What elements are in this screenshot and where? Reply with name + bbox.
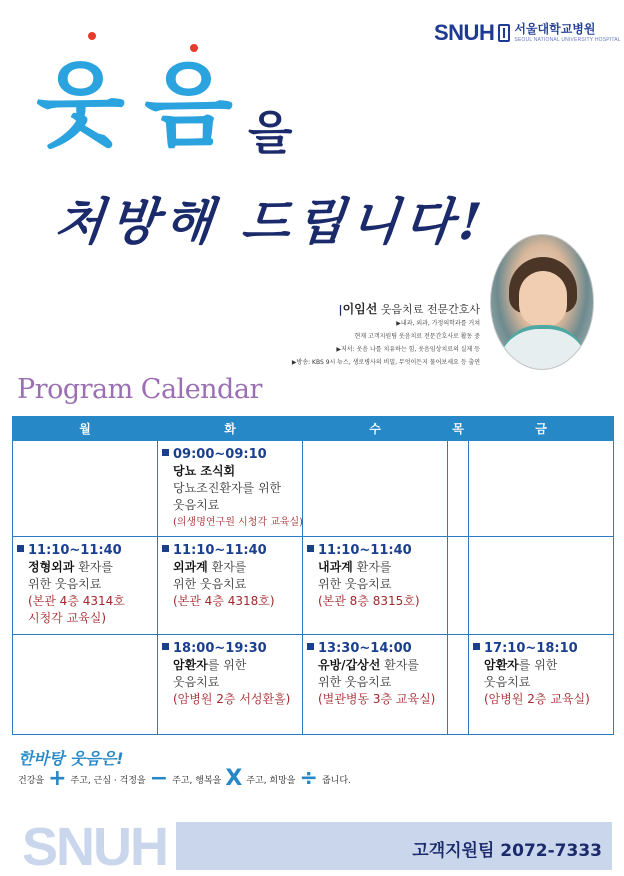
slot-location: (암병원 2층 서성환홀) (173, 692, 291, 706)
cell-empty (448, 537, 469, 635)
red-dot-icon (88, 32, 96, 40)
slot-desc: 위한 웃음치료 (173, 577, 247, 591)
divide-icon: ÷ (299, 766, 318, 791)
snuh-logo (434, 22, 621, 44)
logo-abbr: SNUH (434, 20, 495, 45)
slot-location: (본관 4층 4318호) (173, 594, 275, 608)
day-header-tue: 화 (158, 417, 303, 441)
slot-title: 정형외과 (28, 560, 75, 574)
slot-desc: 웃음치료 (173, 498, 220, 512)
logo-english: SEOUL NATIONAL UNIVERSITY HOSPITAL (514, 37, 621, 43)
multiply-icon: X (225, 766, 243, 791)
nurse-photo (490, 234, 594, 370)
profile-title: 웃음치료 전문간호사 (380, 303, 480, 316)
cell-wed-3: 13:30~14:00 유방/갑상선 환자를 위한 웃음치료 (별관병동 3층 교육실) (303, 635, 448, 735)
logo-korean: 서울대학교병원 (514, 22, 596, 36)
headline-smile (36, 50, 336, 180)
slot-desc: 웃음치료 (173, 675, 220, 689)
headline-particle: 을 (248, 106, 293, 160)
slot-title: 암환자 (484, 658, 519, 672)
program-calendar-title: Program Calendar (17, 374, 262, 405)
cell-empty (448, 441, 469, 537)
cell-fri-3: 17:10~18:10 암환자를 위한 웃음치료 (암병원 2층 교육실) (469, 635, 614, 735)
footer-team-contact: 고객지원팀 2072-7333 (412, 841, 602, 861)
cell-tue-1 (158, 441, 303, 537)
headline-char-2: 음 (144, 52, 233, 159)
slot-desc: 웃음치료 (484, 675, 531, 689)
laugh-title: 한바탕 웃음은! (18, 749, 124, 768)
table-row (13, 537, 614, 635)
slot-desc: 위한 웃음치료 (318, 577, 392, 591)
name-bar-icon: | (338, 303, 343, 316)
headline-char-1: 웃 (36, 52, 125, 159)
day-header-fri: 금 (469, 417, 614, 441)
cell-tue-2: 11:10~11:40 외과계 환자를 위한 웃음치료 (본관 4층 4318호) (158, 537, 303, 635)
slot-location: (암병원 2층 교육실) (484, 692, 590, 706)
cell-empty (303, 441, 448, 537)
logo-mark-icon (498, 24, 510, 42)
slot-title: 암환자 (173, 658, 208, 672)
square-bullet-icon (162, 449, 169, 456)
cell-empty (469, 441, 614, 537)
day-header-mon: 월 (13, 417, 158, 441)
slot-time: 11:10~11:40 (173, 543, 267, 558)
cell-mon-2: 11:10~11:40 정형외과 환자를 위한 웃음치료 (본관 4층 4314호 시청각 교육실) (13, 537, 158, 635)
square-bullet-icon (473, 643, 480, 650)
slot-title: 유방/갑상선 (318, 658, 381, 672)
minus-icon: − (149, 766, 169, 791)
profile-line-1: ▶내과, 외과, 가정의학과를 거쳐 (396, 320, 480, 327)
slot-location: (본관 4층 4314호 (28, 594, 125, 608)
footer-logo: SNUH (22, 817, 168, 876)
slot-time: 13:30~14:00 (318, 641, 412, 656)
slot-location: (의생명연구원 시청각 교육실) (173, 517, 304, 528)
slot-title: 외과계 (173, 560, 208, 574)
slot-title: 당뇨 조식회 (173, 464, 236, 478)
slot-time: 17:10~18:10 (484, 641, 578, 656)
square-bullet-icon (162, 545, 169, 552)
slot-desc: 위한 웃음치료 (318, 675, 392, 689)
cell-empty (469, 537, 614, 635)
profile-line-2: 현재 고객지원팀 웃음치료 전문간호사로 활동 중 (354, 333, 480, 340)
profile-name: 이임선 (342, 302, 378, 316)
square-bullet-icon (307, 643, 314, 650)
red-dot-icon (190, 44, 198, 52)
slot-location: 시청각 교육실) (28, 611, 107, 625)
program-calendar-table (12, 416, 614, 735)
day-header-wed: 수 (303, 417, 448, 441)
table-row (13, 635, 614, 735)
cell-tue-3: 18:00~19:30 암환자를 위한 웃음치료 (암병원 2층 서성환홀) (158, 635, 303, 735)
profile-line-3: ▶저서: 웃음 나를 치유하는 힘, 웃음임상치료의 실제 등 (336, 346, 480, 353)
plus-icon: + (48, 766, 67, 791)
headline-subtitle: 처방해 드립니다! (52, 192, 491, 251)
cell-wed-2: 11:10~11:40 내과계 환자를 위한 웃음치료 (본관 8층 8315호) (303, 537, 448, 635)
slot-time: 18:00~19:30 (173, 641, 267, 656)
laugh-message: 건강을 + 주고, 근심 · 걱정을 − 주고, 행복을 X 주고, 희망을 ÷ 줍니다. (18, 766, 351, 791)
cell-empty (13, 441, 158, 537)
slot-time: 09:00~09:10 (173, 447, 267, 462)
square-bullet-icon (307, 545, 314, 552)
day-header-thu: 목 (448, 417, 469, 441)
profile-line-4: ▶방송: KBS 9시 뉴스, 생로병사의 비밀, 무엇이든지 물어보세요 등 출연 (291, 359, 480, 366)
square-bullet-icon (162, 643, 169, 650)
slot-desc: 위한 웃음치료 (28, 577, 102, 591)
slot-time: 11:10~11:40 (318, 543, 412, 558)
slot-title: 내과계 (318, 560, 353, 574)
table-row (13, 441, 614, 537)
profile-block (250, 300, 480, 369)
slot-desc: 당뇨조진환자를 위한 (173, 481, 282, 495)
slot-time: 11:10~11:40 (28, 543, 122, 558)
calendar-header-row (13, 417, 614, 441)
slot-location: (별관병동 3층 교육실) (318, 692, 436, 706)
cell-empty (13, 635, 158, 735)
slot-location: (본관 8층 8315호) (318, 594, 420, 608)
cell-empty (448, 635, 469, 735)
square-bullet-icon (17, 545, 24, 552)
